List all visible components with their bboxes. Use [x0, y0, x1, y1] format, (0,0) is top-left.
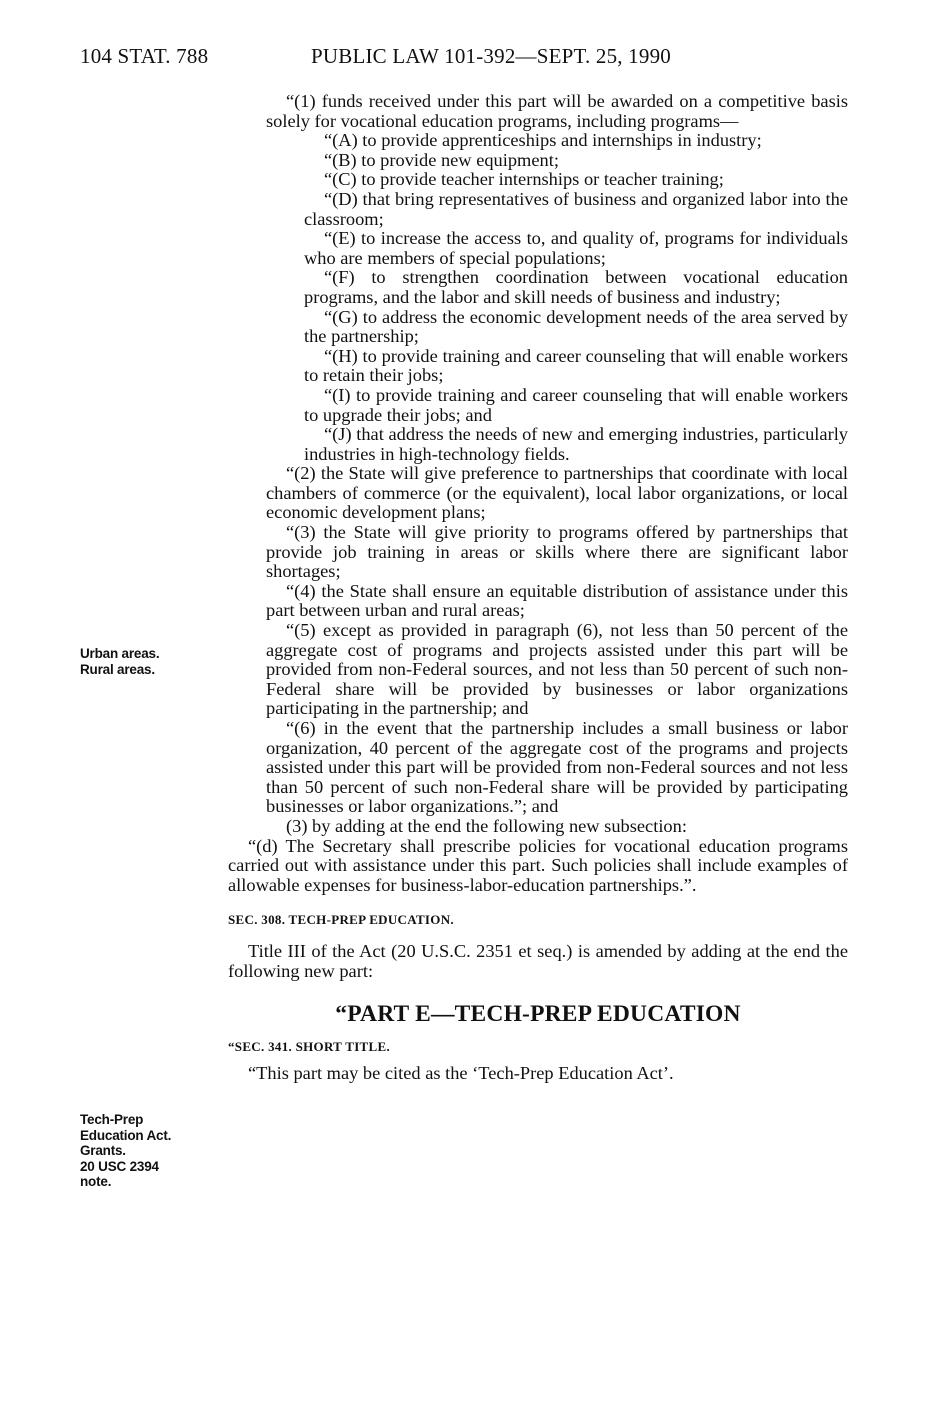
margin-note-rural: Rural areas. — [80, 661, 155, 677]
item-f: “(F) to strengthen coordination between vocational education programs, and the labor and skill needs of business and industry; — [304, 267, 848, 307]
item-d: “(D) that bring representatives of business and organized labor into the classroom; — [304, 188, 848, 229]
paragraph-4 — [228, 582, 848, 621]
item-h: “(H) to provide training and career counseling that will enable workers to retain their jobs; — [304, 345, 848, 386]
paragraph-6 — [228, 719, 848, 817]
item-g: “(G) to address the economic development needs of the area served by the partnership; — [304, 306, 848, 347]
main-text — [228, 92, 848, 1084]
section-308-heading: SEC. 308. TECH-PREP EDUCATION. — [228, 912, 454, 928]
paragraph-9: Title III of the Act (20 U.S.C. 2351 et seq.) is amended by adding at the end the following new part: — [228, 940, 848, 981]
item-j: “(J) that address the needs of new and emerging industries, particularly industries in high-technology fields. — [304, 424, 848, 464]
part-e-heading: “PART E—TECH-PREP EDUCATION — [335, 1001, 741, 1028]
paragraph-2 — [228, 464, 848, 523]
margin-note-tech-prep — [80, 1112, 210, 1190]
item-e: “(E) to increase the access to, and quality of, programs for individuals who are members of special populations; — [304, 228, 848, 268]
margin-note-urban-rural — [80, 646, 210, 677]
paragraph-1 — [228, 92, 848, 131]
paragraph-4-text: “(4) the State shall ensure an equitable distribution of assistance under this part between urban and rural areas; — [266, 580, 848, 621]
margin-note-urban: Urban areas. — [80, 646, 160, 661]
item-a: “(A) to provide apprenticeships and internships in industry; — [324, 130, 762, 151]
page-stat-header: 104 STAT. 788 — [80, 44, 209, 68]
item-i: “(I) to provide training and career counseling that will enable workers to upgrade their jobs; and — [304, 384, 848, 425]
paragraph-5-text: “(5) except as provided in paragraph (6), not less than 50 percent of the aggregate cost of programs and projects assisted under this part will be provided from non-Federal sources, and not less than 50 percent of such non-Federal share will be provided by businesses or labor organizations participating in the partnership; and — [266, 620, 848, 719]
paragraph-2-text: “(2) the State will give preference to partnerships that coordinate with local chambers of commerce (or the equivalent), local labor organizations, or local economic development plans; — [266, 463, 848, 523]
item-b: “(B) to provide new equipment; — [324, 149, 559, 170]
margin-note-usc: 20 USC 2394 — [80, 1158, 159, 1174]
paragraph-6-text: “(6) in the event that the partnership includes a small business or labor organization, 40 percent of the aggregate cost of the programs and projects assisted under this part will be provided from non-Federal sources and not less than 50 percent of such non-Federal share will be provided by participating businesses or labor organizations.”; and — [266, 718, 848, 817]
margin-note-act: Education Act. — [80, 1127, 172, 1143]
margin-note-note: note. — [80, 1174, 112, 1189]
margin-note-grants: Grants. — [80, 1143, 126, 1158]
paragraph-8: “(d) The Secretary shall prescribe policies for vocational education programs carried out with assistance under this part. Such policies shall include examples of allowable expenses for business-labor-education partnerships.”. — [228, 835, 848, 895]
page-title-header: PUBLIC LAW 101-392—SEPT. 25, 1990 — [311, 44, 671, 68]
paragraph-3 — [228, 523, 848, 582]
paragraph-10: “This part may be cited as the ‘Tech-Prep Education Act’. — [248, 1063, 674, 1084]
item-c: “(C) to provide teacher internships or teacher training; — [324, 169, 724, 190]
paragraph-3-text: “(3) the State will give priority to programs offered by partnerships that provide job training in areas or skills where there are significant labor shortages; — [266, 522, 848, 582]
paragraph-7: (3) by adding at the end the following new subsection: — [286, 815, 687, 836]
paragraph-5 — [228, 621, 848, 719]
section-341-heading: “SEC. 341. SHORT TITLE. — [228, 1038, 391, 1054]
margin-note-techprep: Tech-Prep — [80, 1112, 144, 1127]
paragraph-1-text: “(1) funds received under this part will be awarded on a competitive basis solely for vocational education programs, including programs— — [266, 91, 848, 131]
